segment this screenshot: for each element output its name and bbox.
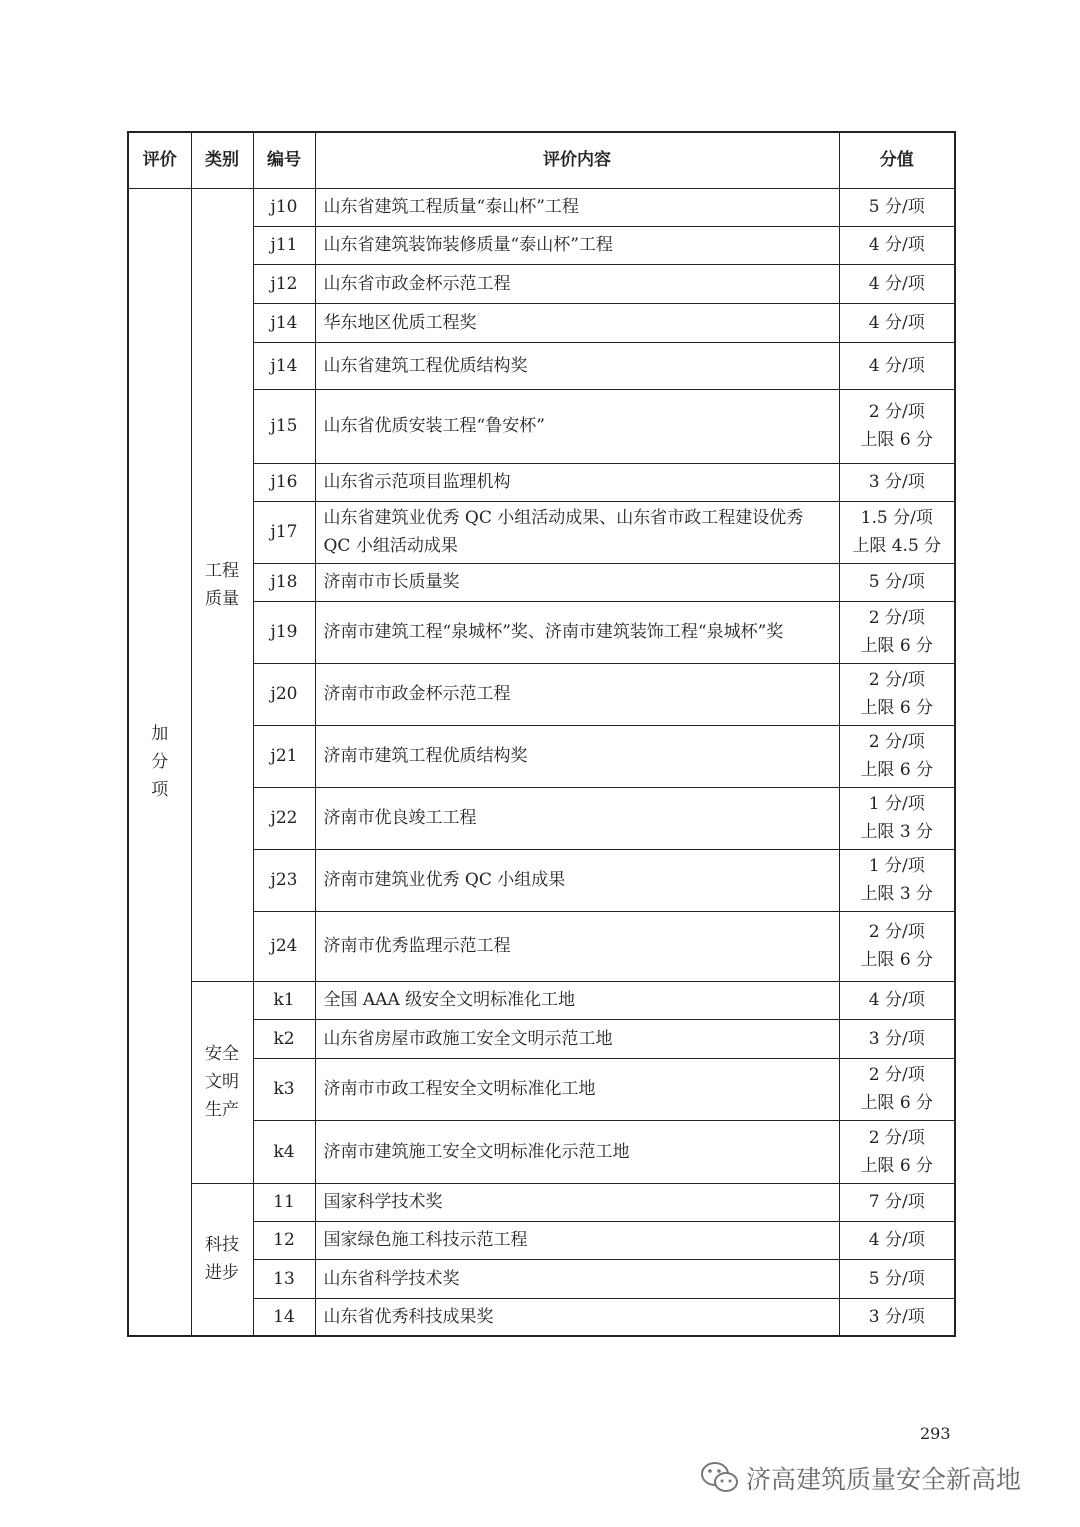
code-cell: j17: [253, 501, 315, 563]
score-limit: 上限 3 分: [860, 822, 934, 842]
score-limit: 上限 6 分: [860, 760, 934, 780]
table-row: [128, 601, 955, 663]
code-cell: 11: [253, 1183, 315, 1221]
table-row: [128, 188, 955, 226]
score-limit: 上限 6 分: [860, 698, 934, 718]
category-cell: [191, 1183, 253, 1336]
score-per-item: 2 分/项: [868, 670, 925, 690]
table-row: [128, 849, 955, 911]
code-cell: j24: [253, 911, 315, 981]
content-cell: 山东省建筑装饰装修质量“泰山杯”工程: [315, 226, 839, 264]
code-cell: k4: [253, 1120, 315, 1183]
score-cell: [839, 1298, 955, 1336]
code-cell: 13: [253, 1259, 315, 1298]
score-limit: 上限 3 分: [860, 884, 934, 904]
code-cell: j11: [253, 226, 315, 264]
score-per-item: 2 分/项: [868, 922, 925, 942]
score-per-item: 5 分/项: [868, 572, 925, 592]
score-cell: [839, 563, 955, 601]
content-cell: 济南市建筑工程优质结构奖: [315, 725, 839, 787]
score-cell: [839, 389, 955, 463]
content-cell: 山东省科学技术奖: [315, 1259, 839, 1298]
code-cell: k2: [253, 1019, 315, 1058]
score-cell: [839, 501, 955, 563]
score-per-item: 2 分/项: [868, 1065, 925, 1085]
score-cell: [839, 1019, 955, 1058]
score-cell: [839, 1120, 955, 1183]
score-cell: [839, 981, 955, 1019]
header-code: 编号: [253, 132, 315, 188]
table-row: [128, 1058, 955, 1120]
score-per-item: 1.5 分/项: [860, 508, 933, 528]
code-cell: j18: [253, 563, 315, 601]
score-per-item: 1 分/项: [868, 856, 925, 876]
content-cell: 全国 AAA 级安全文明标准化工地: [315, 981, 839, 1019]
table-row: [128, 725, 955, 787]
score-cell: [839, 849, 955, 911]
score-limit: 上限 6 分: [860, 1093, 934, 1113]
code-cell: j16: [253, 463, 315, 501]
score-cell: [839, 1183, 955, 1221]
score-per-item: 4 分/项: [868, 355, 925, 376]
code-cell: k1: [253, 981, 315, 1019]
table-row: [128, 226, 955, 264]
category-cell: [191, 981, 253, 1183]
score-per-item: 3 分/项: [868, 1306, 925, 1327]
score-per-item: 2 分/项: [868, 1127, 925, 1148]
content-cell: 济南市建筑业优秀 QC 小组成果: [315, 849, 839, 911]
score-cell: [839, 342, 955, 389]
content-cell: 济南市优良竣工工程: [315, 787, 839, 849]
eval-label: 加分项: [151, 723, 169, 800]
score-cell: [839, 911, 955, 981]
score-table: [127, 131, 956, 1337]
score-limit: 上限 6 分: [860, 1155, 934, 1176]
table-row: [128, 501, 955, 563]
score-per-item: 5 分/项: [868, 1268, 925, 1289]
table-row: [128, 981, 955, 1019]
content-cell: 济南市市政金杯示范工程: [315, 663, 839, 725]
content-cell: 济南市建筑施工安全文明标准化示范工地: [315, 1120, 839, 1183]
code-cell: j10: [253, 188, 315, 226]
table-row: [128, 787, 955, 849]
code-cell: j14: [253, 342, 315, 389]
content-cell: 华东地区优质工程奖: [315, 303, 839, 342]
table-row: [128, 663, 955, 725]
header-row: [128, 132, 955, 188]
score-cell: [839, 1221, 955, 1259]
code-cell: j22: [253, 787, 315, 849]
score-cell: [839, 787, 955, 849]
score-per-item: 3 分/项: [868, 472, 925, 492]
watermark: [700, 1460, 1021, 1496]
header-category: 类别: [191, 132, 253, 188]
category-label: 安全文明生产: [205, 1044, 239, 1120]
content-cell: 山东省市政金杯示范工程: [315, 264, 839, 303]
score-cell: [839, 463, 955, 501]
content-cell: 国家科学技术奖: [315, 1183, 839, 1221]
score-limit: 上限 4.5 分: [852, 536, 942, 556]
score-limit: 上限 6 分: [860, 950, 934, 970]
code-cell: j14: [253, 303, 315, 342]
content-cell: 山东省建筑工程质量“泰山杯”工程: [315, 188, 839, 226]
content-cell: 济南市市长质量奖: [315, 563, 839, 601]
header-score: 分值: [839, 132, 955, 188]
table-row: [128, 389, 955, 463]
score-per-item: 7 分/项: [868, 1192, 925, 1212]
code-cell: k3: [253, 1058, 315, 1120]
content-cell: 济南市优秀监理示范工程: [315, 911, 839, 981]
score-limit: 上限 6 分: [860, 430, 934, 450]
table-row: [128, 1019, 955, 1058]
category-label: 科技进步: [205, 1235, 239, 1284]
code-cell: j19: [253, 601, 315, 663]
table-row: [128, 911, 955, 981]
table-row: [128, 1183, 955, 1221]
score-per-item: 4 分/项: [868, 312, 925, 333]
header-content: 评价内容: [315, 132, 839, 188]
score-per-item: 4 分/项: [868, 235, 925, 255]
code-cell: j12: [253, 264, 315, 303]
table-row: [128, 1298, 955, 1336]
table-row: [128, 303, 955, 342]
score-per-item: 1 分/项: [868, 794, 925, 814]
score-cell: [839, 601, 955, 663]
table-row: [128, 1120, 955, 1183]
table-row: [128, 1221, 955, 1259]
content-cell: 山东省示范项目监理机构: [315, 463, 839, 501]
score-per-item: 2 分/项: [868, 402, 925, 422]
code-cell: j20: [253, 663, 315, 725]
content-cell: 山东省优质安装工程“鲁安杯”: [315, 389, 839, 463]
content-cell: 济南市市政工程安全文明标准化工地: [315, 1058, 839, 1120]
score-per-item: 3 分/项: [868, 1028, 925, 1049]
score-per-item: 4 分/项: [868, 1230, 925, 1250]
score-per-item: 2 分/项: [868, 608, 925, 628]
score-cell: [839, 188, 955, 226]
content-cell: 山东省优秀科技成果奖: [315, 1298, 839, 1336]
table-row: [128, 563, 955, 601]
score-limit: 上限 6 分: [860, 636, 934, 656]
page-number: 293: [920, 1424, 951, 1443]
table-body: [128, 188, 955, 1336]
score-cell: [839, 725, 955, 787]
content-cell: 山东省房屋市政施工安全文明示范工地: [315, 1019, 839, 1058]
score-cell: [839, 264, 955, 303]
score-per-item: 4 分/项: [868, 273, 925, 294]
content-cell: 山东省建筑工程优质结构奖: [315, 342, 839, 389]
wechat-icon: [700, 1460, 740, 1496]
table-row: [128, 342, 955, 389]
table-row: [128, 264, 955, 303]
table-row: [128, 463, 955, 501]
code-cell: j23: [253, 849, 315, 911]
score-cell: [839, 226, 955, 264]
code-cell: j21: [253, 725, 315, 787]
score-cell: [839, 663, 955, 725]
score-cell: [839, 303, 955, 342]
score-per-item: 5 分/项: [868, 197, 925, 217]
eval-cell: [128, 188, 191, 1336]
code-cell: j15: [253, 389, 315, 463]
score-cell: [839, 1259, 955, 1298]
code-cell: 14: [253, 1298, 315, 1336]
category-label: 工程质量: [205, 560, 239, 609]
watermark-text: 济高建筑质量安全新高地: [746, 1465, 1022, 1494]
content-cell: 国家绿色施工科技示范工程: [315, 1221, 839, 1259]
content-cell: 济南市建筑工程“泉城杯”奖、济南市建筑装饰工程“泉城杯”奖: [315, 601, 839, 663]
score-per-item: 4 分/项: [868, 990, 925, 1010]
score-per-item: 2 分/项: [868, 732, 925, 752]
score-cell: [839, 1058, 955, 1120]
content-cell: 山东省建筑业优秀 QC 小组活动成果、山东省市政工程建设优秀 QC 小组活动成果: [315, 501, 839, 563]
code-cell: 12: [253, 1221, 315, 1259]
header-eval: 评价: [128, 132, 191, 188]
category-cell: [191, 188, 253, 981]
table-row: [128, 1259, 955, 1298]
